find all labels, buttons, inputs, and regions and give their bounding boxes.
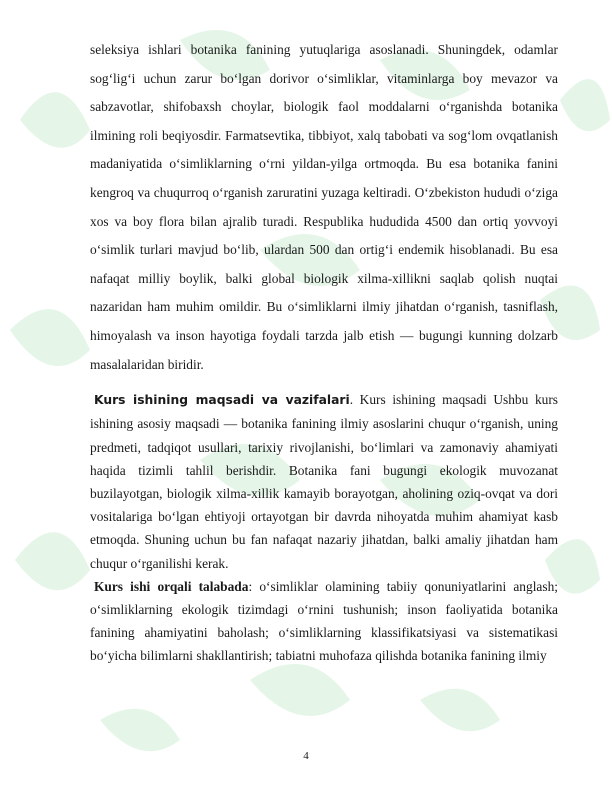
document-body (90, 36, 558, 668)
outcomes-heading: Kurs ishi orqali talabada (94, 578, 249, 594)
goals-heading: Kurs ishining maqsadi va vazifalari (94, 393, 350, 408)
goals-paragraph (90, 388, 558, 575)
outcomes-paragraph (90, 575, 558, 668)
page-number: 4 (303, 750, 309, 762)
goals-text: . Kurs ishining maqsadi Ushbu kurs ishining asosiy maqsadi — botanika fanining ilmiy asoslarini chuqur o‘rganish, uning predmeti, tadqiqot usullari, tarixiy rivojlanishi, bo‘limlari va zamonaviy ahamiyati haqida tizimli tahlil berishdir. Botanika fani bugungi ekologik muvozanat buzilayotgan, biologik xilma-xillik kamayib borayotgan, aholining oziq-ovqat va dori vositalariga bo‘lgan ehtiyoji ortayotgan bir davrda nihoyatda muhim ahamiyat kasb etmoqda. Shuning uchun bu fan nafaqat nazariy jihatdan, balki amaliy jihatdan ham chuqur o‘rganilishi kerak. (90, 392, 559, 571)
body-paragraph: seleksiya ishlari botanika fanining yutuqlariga asoslanadi. Shuningdek, odamlar sog‘lig‘i uchun zarur bo‘lgan dorivor o‘simliklar, vitaminlarga boy mevazor va sabzavotlar, shifobaxsh choylar, biologik faol moddalarni o‘rganishda botanika ilmining roli beqiyosdir. Farmatsevtika, tibbiyot, xalq tabobati va sog‘lom ovqatlanish madaniyatida o‘simliklarning o‘rni yildan-yilga ortmoqda. Bu esa botanika fanini kengroq va chuqurroq o‘rganish zaruratini yuzaga keltiradi. O‘zbekiston hududi o‘ziga xos va boy flora bilan ajralib turadi. Respublika hududida 4500 dan ortiq yovvoyi o‘simlik turlari mavjud bo‘lib, ulardan 500 dan ortig‘i endemik hisoblanadi. Bu esa nafaqat milliy boylik, balki global biologik xilma-xillikni saqlab qolish nuqtai nazaridan ham muhim omildir. Bu o‘simliklarni ilmiy jihatdan o‘rganish, tasniflash, himoyalash va inson hayotiga foydali tarzda jalb etish — bugungi kunning dolzarb masalalaridan biridir. (90, 42, 558, 372)
outcomes-text: : o‘simliklar olamining tabiiy qonuniyatlarini anglash; o‘simliklarning ekologik tizimdagi o‘rnini tushunish; inson faoliyatida botanika fanining ahamiyatini baholash; o‘simliklarning klassifikatsiyasi va sistematikasi bo‘yicha bilimlarni shakllantirish; tabiatni muhofaza qilishda botanika fanining ilmiy (90, 578, 558, 664)
